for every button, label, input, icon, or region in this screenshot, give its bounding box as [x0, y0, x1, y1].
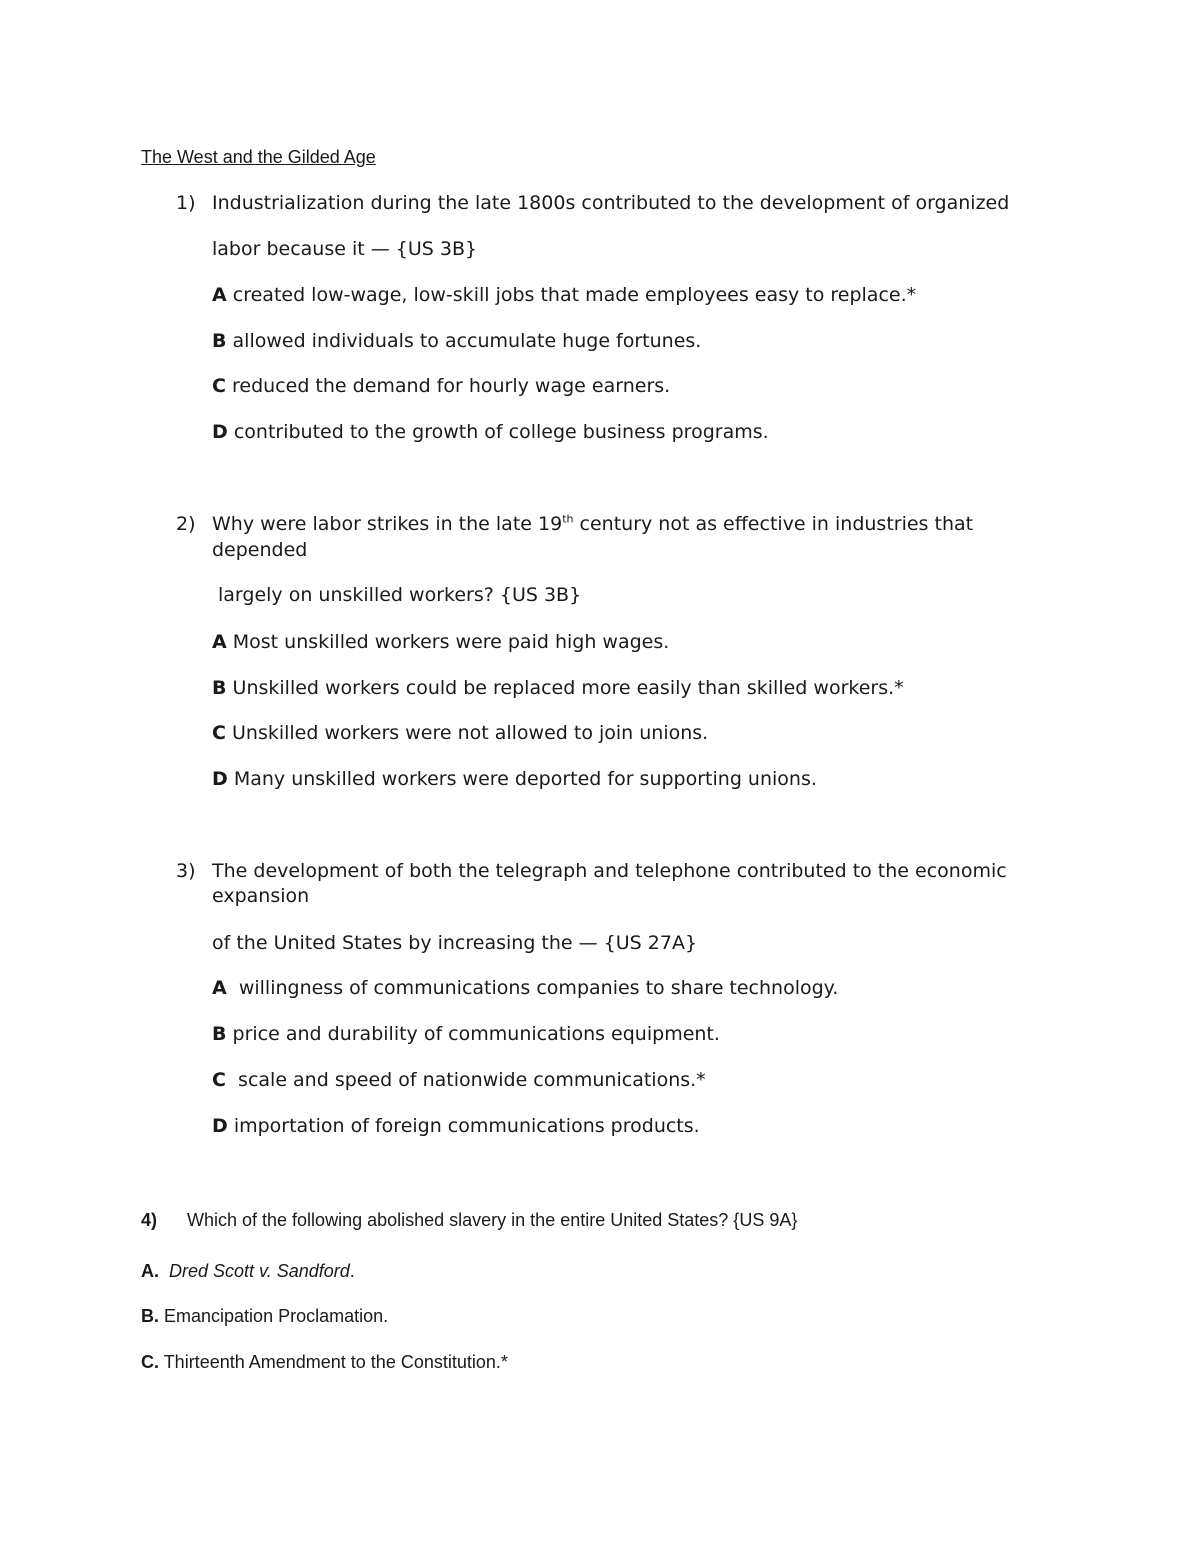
choice-letter: A [212, 631, 227, 653]
choice-text: Most unskilled workers were paid high wages. [232, 631, 670, 653]
question-3-number: 3) [176, 860, 196, 882]
choice-letter: D [212, 421, 228, 443]
choice-letter: A. [141, 1261, 159, 1281]
choice-text: created low-wage, low-skill jobs that made employees easy to replace.* [232, 284, 917, 306]
question-4-choice-b [141, 1304, 388, 1328]
choice-letter: B [212, 330, 227, 352]
question-1-number: 1) [176, 192, 196, 214]
question-3-choice-d [212, 1114, 700, 1138]
choice-text: price and durability of communications equipment. [232, 1023, 720, 1045]
choice-text: scale and speed of nationwide communications.* [238, 1069, 706, 1091]
question-1-choice-c [212, 374, 670, 398]
choice-letter: C [212, 375, 226, 397]
choice-text: allowed individuals to accumulate huge fortunes. [232, 330, 702, 352]
choice-text: Many unskilled workers were deported for supporting unions. [233, 768, 817, 790]
choice-letter: B. [141, 1306, 159, 1326]
question-1-choice-b [212, 329, 701, 353]
question-3-stem-line-1: The development of both the telegraph and telephone contributed to the economic [212, 860, 1007, 882]
question-4-stem: Which of the following abolished slavery in the entire United States? {US 9A} [187, 1210, 798, 1230]
question-4-choice-a: A. Dred Scott v. Sandford. [141, 1261, 355, 1281]
choice-text: reduced the demand for hourly wage earners. [232, 375, 671, 397]
question-2-number: 2) [176, 513, 196, 535]
choice-letter: C [212, 1069, 226, 1091]
choice-text: Thirteenth Amendment to the Constitution.* [163, 1352, 508, 1372]
choice-letter: C. [141, 1352, 159, 1372]
choice-text: willingness of communications companies to share technology. [238, 977, 839, 999]
choice-letter: B [212, 1023, 227, 1045]
question-4-choice-c [141, 1350, 508, 1374]
choice-text: Dred Scott v. Sandford [169, 1261, 350, 1281]
choice-text: Unskilled workers were not allowed to join unions. [232, 722, 709, 744]
ordinal-superscript: th [562, 512, 574, 526]
page-title: The West and the Gilded Age [141, 147, 376, 167]
choice-letter: A [212, 284, 227, 306]
choice-letter: D [212, 768, 228, 790]
question-1-stem-line-2: labor because it — {US 3B} [212, 238, 478, 260]
question-2-choice-d [212, 767, 817, 791]
question-3-choice-b [212, 1022, 720, 1046]
question-2-choice-a [212, 630, 669, 654]
question-2-stem-line-1: Why were labor strikes in the late 19th century not as effective in industries that [212, 512, 974, 535]
question-2-choice-b [212, 676, 904, 700]
question-3-stem-line-2: expansion [212, 885, 310, 907]
question-3-choice-c [212, 1068, 706, 1092]
question-2-stem-line-2: depended [212, 539, 308, 561]
choice-text: contributed to the growth of college business programs. [233, 421, 769, 443]
choice-text: importation of foreign communications products. [233, 1115, 700, 1137]
question-3-choice-a [212, 976, 838, 1000]
question-1-choice-d [212, 420, 769, 444]
choice-letter: A [212, 977, 227, 999]
choice-text: Emancipation Proclamation. [164, 1306, 389, 1326]
choice-letter: B [212, 677, 227, 699]
question-1-stem-line-1: Industrialization during the late 1800s contributed to the development of organized [212, 192, 1010, 214]
choice-letter: C [212, 722, 226, 744]
question-2-stem-line-3: largely on unskilled workers? {US 3B} [218, 584, 582, 606]
choice-letter: D [212, 1115, 228, 1137]
question-3-stem-line-3: of the United States by increasing the — {US 27A} [212, 932, 698, 954]
question-2-choice-c [212, 721, 708, 745]
question-4-number: 4) [141, 1210, 158, 1230]
question-1-choice-a [212, 283, 916, 307]
choice-text: Unskilled workers could be replaced more easily than skilled workers.* [232, 677, 904, 699]
